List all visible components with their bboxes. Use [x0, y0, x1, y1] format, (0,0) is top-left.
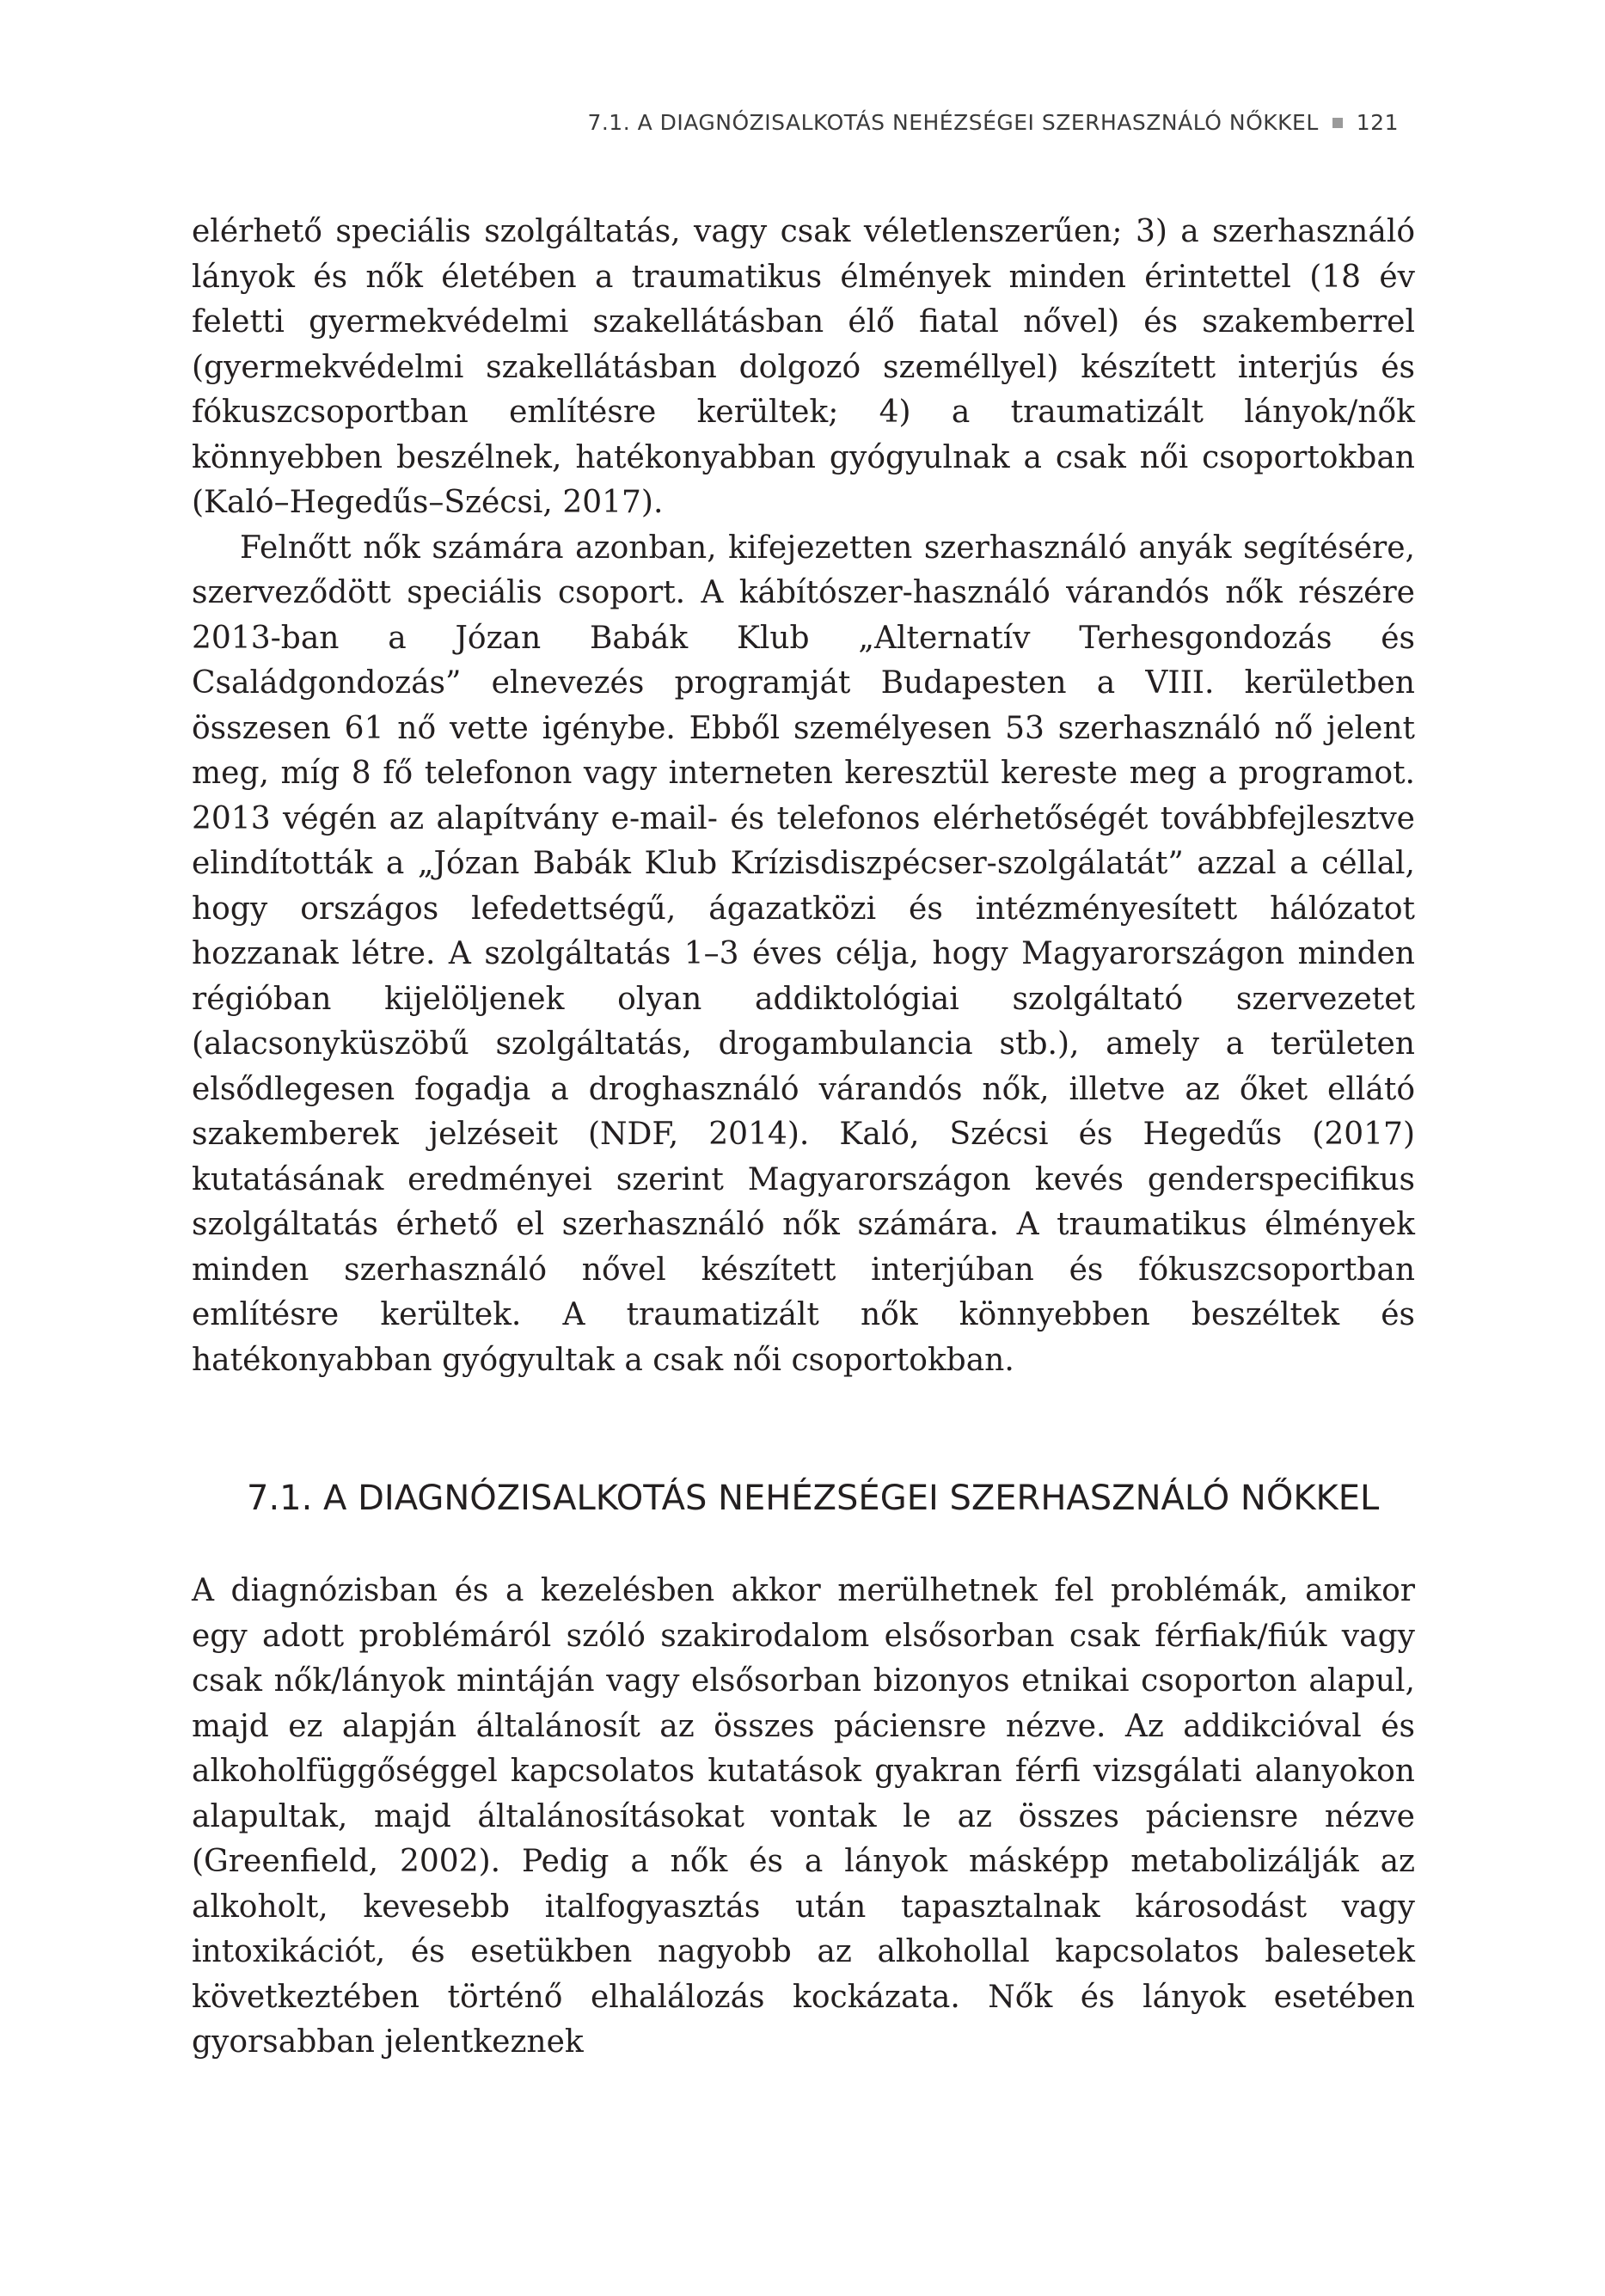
separator-square-icon: [1332, 118, 1343, 128]
running-title: 7.1. A DIAGNÓZISALKOTÁS NEHÉZSÉGEI SZERHASZNÁLÓ NŐKKEL: [587, 110, 1319, 135]
paragraph-diagnosis: A diagnózisban és a kezelésben akkor merülhetnek fel problémák, amikor egy adott problémáról szóló szakirodalom elsősorban csak férfiak/fiúk vagy csak nők/lányok mintáján vagy elsősorban bizonyos etnikai csoporton alapul, majd ez alapján általánosít az összes páciensre nézve. Az addikcióval és alkoholfüggőséggel kapcsolatos kutatások gyakran férfi vizsgálati alanyokon alapultak, majd általánosításokat vontak le az összes páciensre nézve (Greenfield, 2002). Pedig a nők és a lányok másképp metabolizálják az alkoholt, kevesebb italfogyasztás után tapasztalnak károsodást vagy intoxikációt, és esetükben nagyobb az alkohollal kapcsolatos balesetek következtében történő elhalálozás kockázata. Nők és lányok esetében gyorsabban jelentkeznek: [192, 1573, 1415, 2060]
text-block-top: [192, 210, 1415, 1383]
page-number: 121: [1356, 110, 1399, 135]
section-heading: 7.1. A DIAGNÓZISALKOTÁS NEHÉZSÉGEI SZERHASZNÁLÓ NŐKKEL: [247, 1479, 1380, 1518]
paragraph-continued: elérhető speciális szolgáltatás, vagy csak véletlenszerűen; 3) a szerhasználó lányok és nők életében a traumatikus élmények minden érintettel (18 év feletti gyermekvédelmi szakellátásban élő fiatal nővel) és szakemberrel (gyermekvédelmi szakellátásban dolgozó személlyel) készített interjús és fókuszcsoportban említésre kerültek; 4) a traumatizált lányok/nők könnyebben beszélnek, hatékonyabban gyógyulnak a csak női csoportokban (Kaló–Hegedűs–Szécsi, 2017).: [192, 214, 1415, 520]
running-header: [587, 110, 1399, 135]
text-block-section: [192, 1569, 1415, 2066]
paragraph-jozan-babak: Felnőtt nők számára azonban, kifejezetten szerhasználó anyák segítésére, szerveződött speciális csoport. A kábítószer-használó várandós nők részére 2013-ban a Józan Babák Klub „Alternatív Terhesgondozás és Családgondozás” elnevezés programját Budapesten a VIII. kerületben összesen 61 nő vette igénybe. Ebből személyesen 53 szerhasználó nő jelent meg, míg 8 fő telefonon vagy interneten keresztül kereste meg a programot. 2013 végén az alapítvány e-mail- és telefonos elérhetőségét továbbfejlesztve elindították a „Józan Babák Klub Krízisdiszpécser-szolgálatát” azzal a céllal, hogy országos lefedettségű, ágazatközi és intézményesített hálózatot hozzanak létre. A szolgáltatás 1–3 éves célja, hogy Magyarországon minden régióban kijelöljenek olyan addiktológiai szolgáltató szervezetet (alacsonyküszöbű szolgáltatás, drogambulancia stb.), amely a területen elsődlegesen fogadja a droghasználó várandós nők, illetve az őket ellátó szakemberek jelzéseit (NDF, 2014). Kaló, Szécsi és Hegedűs (2017) kutatásának eredményei szerint Magyarországon kevés genderspecifikus szolgáltatás érhető el szerhasználó nők számára. A traumatikus élmények minden szerhasználó nővel készített interjúban és fókuszcsoportban említésre kerültek. A traumatizált nők könnyebben beszéltek és hatékonyabban gyógyultak a csak női csoportokban.: [192, 530, 1415, 1378]
